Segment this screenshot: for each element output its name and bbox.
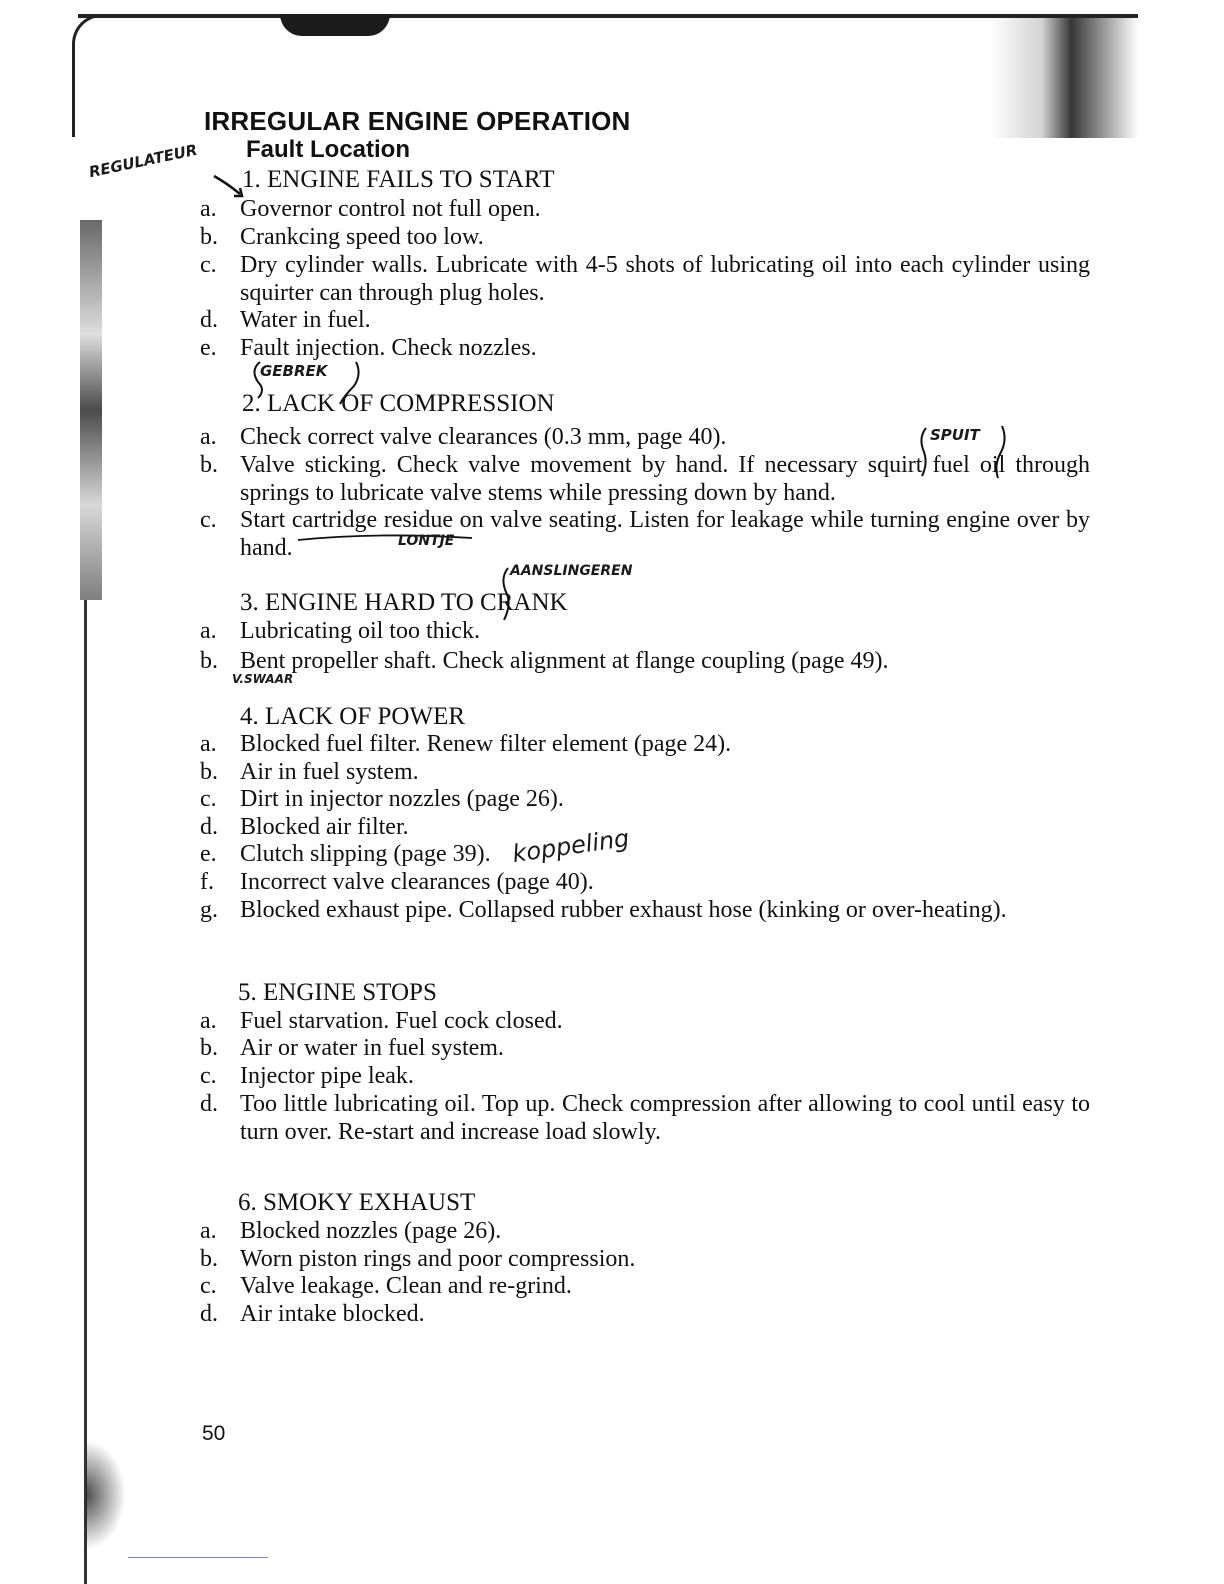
list-item	[200, 841, 1090, 869]
item-text: Valve sticking. Check valve movement by hand. If necessary squirt fuel oil through springs to lubricate valve stems while pressing down by hand.	[240, 452, 1090, 506]
item-text: Blocked air filter.	[240, 814, 409, 840]
list-item	[200, 1218, 1090, 1246]
list-item	[200, 252, 1090, 307]
item-letter: b.	[200, 648, 218, 674]
bracket-mark	[492, 566, 522, 626]
scan-top-blot	[280, 14, 390, 36]
page-title: IRREGULAR ENGINE OPERATION	[204, 106, 631, 136]
item-text: Too little lubricating oil. Top up. Check compression after allowing to cool until easy to turn over. Re-start and increase load slowly.	[240, 1091, 1090, 1145]
item-letter: d.	[200, 1301, 218, 1327]
list-item	[200, 1273, 1090, 1301]
item-letter: c.	[200, 1273, 217, 1299]
handwritten-note: SPUIT	[930, 426, 980, 444]
item-text: Blocked exhaust pipe. Collapsed rubber exhaust hose (kinking or over-heating).	[240, 897, 1007, 923]
item-text: Air in fuel system.	[240, 759, 419, 785]
item-text: Valve leakage. Clean and re-grind.	[240, 1273, 572, 1299]
handwritten-note: V.SWAAR	[232, 672, 294, 686]
list-item	[200, 786, 1090, 814]
list-item	[200, 1301, 1090, 1329]
item-text: Clutch slipping (page 39).	[240, 841, 491, 867]
section-heading: 3. ENGINE HARD TO CRANK	[240, 589, 568, 616]
bracket-mark	[912, 424, 1022, 480]
item-letter: a.	[200, 196, 217, 222]
item-letter: a.	[200, 731, 217, 757]
section-heading: 4. LACK OF POWER	[240, 703, 466, 730]
item-letter: a.	[200, 424, 217, 450]
item-letter: g.	[200, 897, 218, 923]
item-letter: a.	[200, 1008, 217, 1034]
list-item	[200, 897, 1090, 925]
item-letter: c.	[200, 507, 217, 533]
list-item	[200, 759, 1090, 787]
item-letter: b.	[200, 224, 218, 250]
handwritten-note: AANSLINGEREN	[510, 563, 633, 579]
list-item	[200, 1035, 1090, 1063]
item-text: Air intake blocked.	[240, 1301, 425, 1327]
section-heading: 1. ENGINE FAILS TO START	[242, 166, 555, 193]
item-letter: b.	[200, 452, 218, 478]
item-text: Water in fuel.	[240, 307, 371, 333]
handwritten-note: LONTJE	[398, 533, 455, 549]
scan-left-shadow	[80, 220, 102, 600]
item-text: Dry cylinder walls. Lubricate with 4-5 shots of lubricating oil into each cylinder using squirter can through plug holes.	[240, 252, 1090, 306]
list-item	[200, 1008, 1090, 1036]
item-letter: b.	[200, 759, 218, 785]
item-letter: d.	[200, 1091, 218, 1117]
page-subtitle: Fault Location	[246, 136, 410, 163]
item-text: Start cartridge residue on valve seating. Listen for leakage while turning engine over by hand.	[240, 507, 1090, 561]
item-letter: e.	[200, 841, 217, 867]
scan-top-edge	[78, 14, 1138, 18]
scan-bottom-shadow	[86, 1440, 126, 1550]
page-number: 50	[202, 1422, 226, 1445]
list-item	[200, 814, 1090, 842]
list-item	[200, 1091, 1090, 1146]
list-item	[200, 307, 1090, 335]
item-text: Fuel starvation. Fuel cock closed.	[240, 1008, 563, 1034]
item-text: Governor control not full open.	[240, 196, 541, 222]
arrow-icon	[210, 172, 250, 212]
scan-corner-shadow	[990, 18, 1138, 138]
item-letter: a.	[200, 1218, 217, 1244]
section-heading: 5. ENGINE STOPS	[238, 979, 437, 1006]
list-item	[200, 618, 1090, 646]
item-text: Blocked nozzles (page 26).	[240, 1218, 502, 1244]
scan-left-curl	[72, 14, 115, 137]
item-text: Injector pipe leak.	[240, 1063, 414, 1089]
item-letter: c.	[200, 786, 217, 812]
item-letter: b.	[200, 1246, 218, 1272]
item-text: Dirt in injector nozzles (page 26).	[240, 786, 564, 812]
item-text: Check correct valve clearances (0.3 mm, page 40).	[240, 424, 727, 450]
list-item	[200, 731, 1090, 759]
handwritten-note: GEBREK	[260, 362, 328, 380]
item-letter: b.	[200, 1035, 218, 1061]
handwritten-note: REGULATEUR	[87, 140, 199, 182]
handwritten-note: koppeling	[510, 823, 631, 869]
item-letter: d.	[200, 307, 218, 333]
item-letter: d.	[200, 814, 218, 840]
list-item	[200, 196, 1090, 224]
list-item	[200, 869, 1090, 897]
list-item	[200, 335, 1090, 363]
item-text: Incorrect valve clearances (page 40).	[240, 869, 594, 895]
item-text: Fault injection. Check nozzles.	[240, 335, 537, 361]
scan-bottom-line	[128, 1557, 268, 1558]
scan-left-binding	[84, 600, 87, 1584]
bracket-mark	[244, 360, 374, 420]
item-letter: f.	[200, 869, 214, 895]
item-text: Blocked fuel filter. Renew filter element (page 24).	[240, 731, 732, 757]
item-letter: a.	[200, 618, 217, 644]
item-text: Crankcing speed too low.	[240, 224, 484, 250]
item-text: Bent propeller shaft. Check alignment at flange coupling (page 49).	[240, 648, 889, 674]
item-letter: c.	[200, 1063, 217, 1089]
item-text: Lubricating oil too thick.	[240, 618, 480, 644]
list-item	[200, 224, 1090, 252]
list-item	[200, 648, 1090, 676]
list-item	[200, 1063, 1090, 1091]
section-heading: 2. LACK OF COMPRESSION	[242, 390, 555, 417]
section-heading: 6. SMOKY EXHAUST	[238, 1189, 476, 1216]
item-letter: c.	[200, 252, 217, 278]
item-text: Air or water in fuel system.	[240, 1035, 504, 1061]
item-text: Worn piston rings and poor compression.	[240, 1246, 636, 1272]
item-letter: e.	[200, 335, 217, 361]
list-item	[200, 1246, 1090, 1274]
